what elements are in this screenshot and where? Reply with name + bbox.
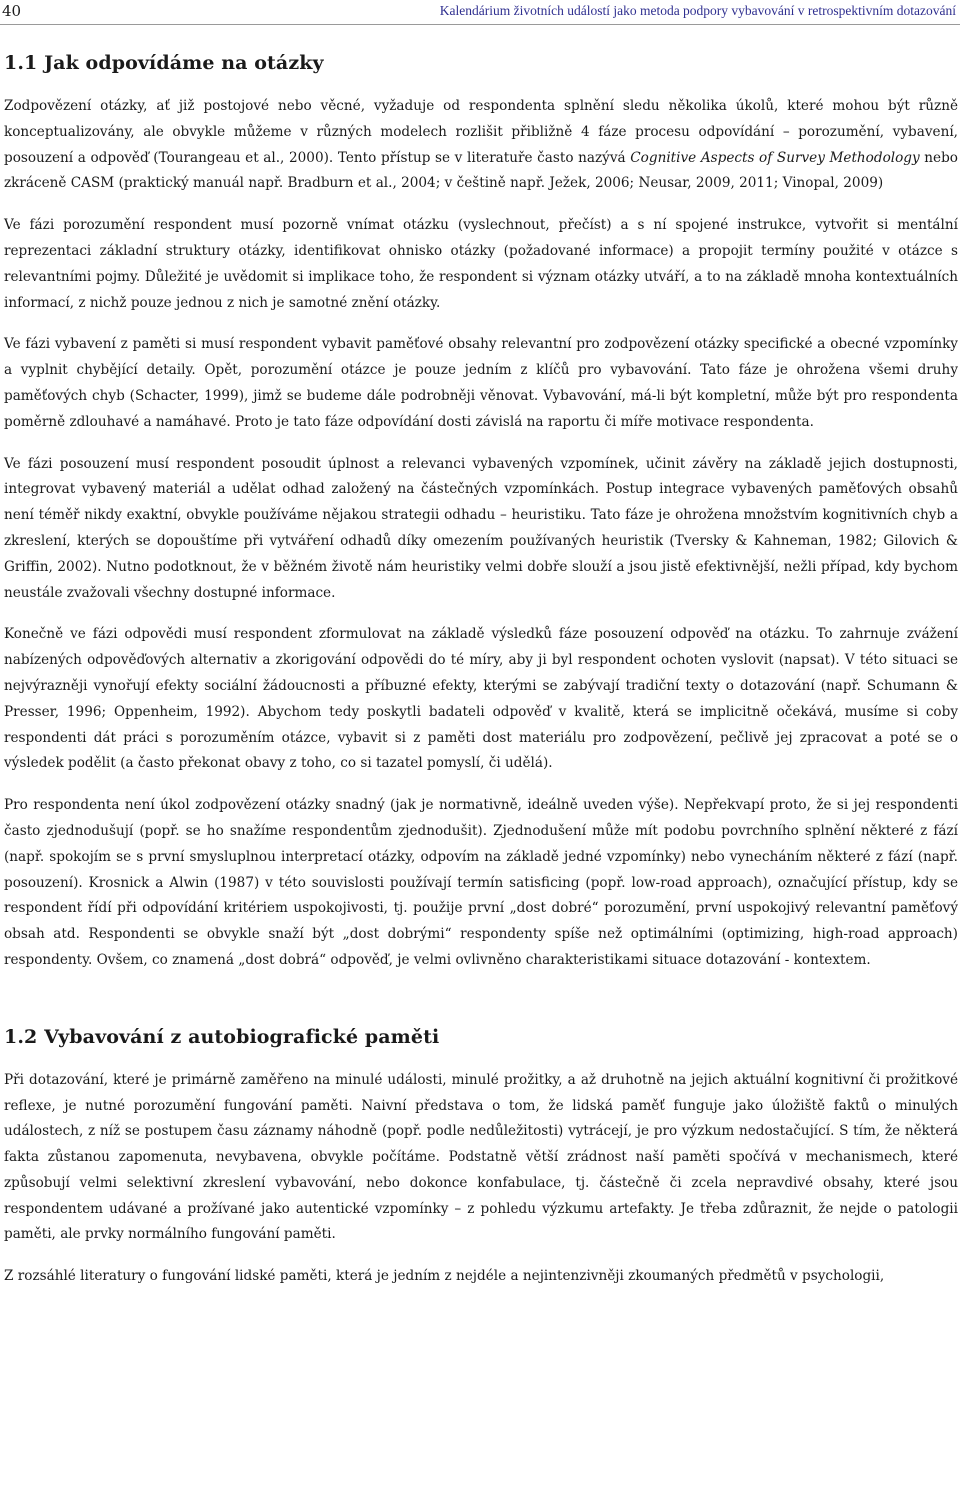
- paragraph-1-2-1: Při dotazování, které je primárně zaměřeno na minulé události, minulé prožitky, a až druhotně na jejich aktuální kognitivní či prožitkové reflexe, je nutné porozumění fungování paměti. Naivní představa o tom, že lidská paměť funguje jako úložiště faktů o minulých událostech, z níž se postupem času záznamy náhodně (popř. podle nedůležitosti) vytrácejí, je pro výzkum nedostačující. S tím, že některá fakta zůstanou zapomenuta, nevybavena, obvykle počítáme. Podstatně větší zrádnost naší paměti spočívá v mechanismech, které způsobují velmi selektivní zkreslení vybavování, nebo dokonce konfabulace, tj. částečně či zcela nepravdivé obsahy, které jsou respondentem udávané a prožívané jako autentické vzpomínky – z pohledu výzkumu artefakty. Je třeba zdůraznit, že nejde o patologii paměti, ale prvky normálního fungování paměti.: [4, 1071, 958, 1243]
- paragraph-1-2-2: Z rozsáhlé literatury o fungování lidské paměti, která je jedním z nejdéle a nejintenzivněji zkoumaných předmětů v psychologii,: [4, 1268, 885, 1285]
- paragraph-1-1-1: [4, 94, 958, 197]
- page-number: 40: [2, 2, 22, 20]
- paragraph-text: Zodpovězení otázky, ať již postojové nebo věcné, vyžaduje od respondenta splnění sledu několika úkolů, které mohou být různě konceptualizovány, ale obvykle můžeme v různých modelech rozlišit přibližně 4 fáze procesu odpovídání – porozumění, vybavení, posouzení a odpověď (Tourangeau et al., 2000). Tento přístup se v literatuře často nazývá: [4, 98, 958, 166]
- header-rule: [0, 24, 960, 25]
- page-content: [4, 52, 958, 1306]
- section-heading-1-1: 1.1 Jak odpovídáme na otázky: [4, 52, 324, 74]
- paragraph-1-1-5: Konečně ve fázi odpovědi musí respondent zformulovat na základě výsledků fáze posouzení odpověď na otázku. To zahrnuje zvážení nabízených odpověďových alternativ a zkorigování odpovědi do té míry, aby ji byl respondent ochoten vyslovit (napsat). V této situaci se nejvýrazněji vynořují efekty sociální žádoucnosti a příbuzné efekty, kterými se zabývají tradiční texty o dotazování (např. Schumann & Presser, 1996; Oppenheim, 1992). Abychom tedy poskytli badateli odpověď v kvalitě, která se implicitně očekává, musíme si coby respondenti dát práci s porozuměním otázce, vybavit si z paměti dost materiálu pro zodpovězení, pečlivě jej zpracovat a poté se o výsledek podělit (a často překonat obavy z toho, co si tazatel pomyslí, či udělá).: [4, 626, 958, 772]
- section-heading-1-2: 1.2 Vybavování z autobiografické paměti: [4, 1025, 440, 1048]
- page-header: [0, 0, 960, 22]
- paragraph-text: nebo zkráceně CASM (praktický manuál např. Bradburn et al., 2004; v češtině např. Ježek, 2006; Neusar, 2009, 2011; Vinopal, 2009): [4, 149, 958, 192]
- paragraph-1-1-3: Ve fázi vybavení z paměti si musí respondent vybavit paměťové obsahy relevantní pro zodpovězení otázky specifické a obecné vzpomínky a vyplnit chybějící detaily. Opět, porozumění otázce je pouze jedním z klíčů pro vybavování. Tato fáze je ohrožena všemi druhy paměťových chyb (Schacter, 1999), jimž se budeme dále podrobněji věnovat. Vybavování, má-li být kompletní, může být pro respondenta poměrně zdlouhavé a namáhavé. Proto je tato fáze odpovídání dosti závislá na raportu či míře motivace respondenta.: [4, 336, 958, 430]
- paragraph-1-1-4: Ve fázi posouzení musí respondent posoudit úplnost a relevanci vybavených vzpomínek, učinit závěry na základě jejich dostupnosti, integrovat vybavený materiál a udělat odhad založený na částečných vzpomínkách. Postup integrace vybavených paměťových obsahů není téměř nikdy exaktní, obvykle používáme nějakou strategii odhadu – heuristiku. Tato fáze je ohrožena množstvím kognitivních chyb a zkreslení, kterých se dopouštíme při vytváření odhadů díky omezením používaných heuristik (Tversky & Kahneman, 1982; Gilovich & Griffin, 2002). Nutno podotknout, že v běžném životě nám heuristiky velmi dobře slouží a jsou jistě efektivnější, nežli případ, kdy bychom neustále zvažovali všechny dostupné informace.: [4, 455, 958, 601]
- italic-term: Cognitive Aspects of Survey Methodology: [630, 149, 920, 166]
- running-title: Kalendárium životních událostí jako metoda podpory vybavování v retrospektivním dotazování: [439, 3, 956, 18]
- paragraph-1-1-2: Ve fázi porozumění respondent musí pozorně vnímat otázku (vyslechnout, přečíst) a s ní spojené instrukce, vytvořit si mentální reprezentaci základní struktury otázky, identifikovat ohnisko otázky (požadované informace) a propojit termíny použité v otázce s relevantními pojmy. Důležité je uvědomit si implikace toho, že respondent si význam otázky utváří, a to na základě mnoha kontextuálních informací, z nichž pouze jednou z nich je samotné znění otázky.: [4, 217, 958, 311]
- paragraph-1-1-6: Pro respondenta není úkol zodpovězení otázky snadný (jak je normativně, ideálně uveden výše). Nepřekvapí proto, že si jej respondenti často zjednodušují (popř. se ho snažíme respondentům zjednodušit). Zjednodušení může mít podobu povrchního splnění některé z fází (např. spokojím se s první smysluplnou interpretací otázky, odpovím na základě jedné vzpomínky) nebo vynecháním některé z fází (např. posouzení). Krosnick a Alwin (1987) v této souvislosti používají termín satisficing (popř. low-road approach), označující přístup, kdy se respondent řídí při odpovídání kritériem uspokojivosti, tj. použije první „dost dobré“ porozumění, první uspokojivý relevantní paměťový obsah atd. Respondenti se obvykle snaží být „dost dobrými“ respondenty spíše než optimálními (optimizing, high-road approach) respondenty. Ovšem, co znamená „dost dobrá“ odpověď, je velmi ovlivněno charakteristikami situace dotazování - kontextem.: [4, 797, 958, 968]
